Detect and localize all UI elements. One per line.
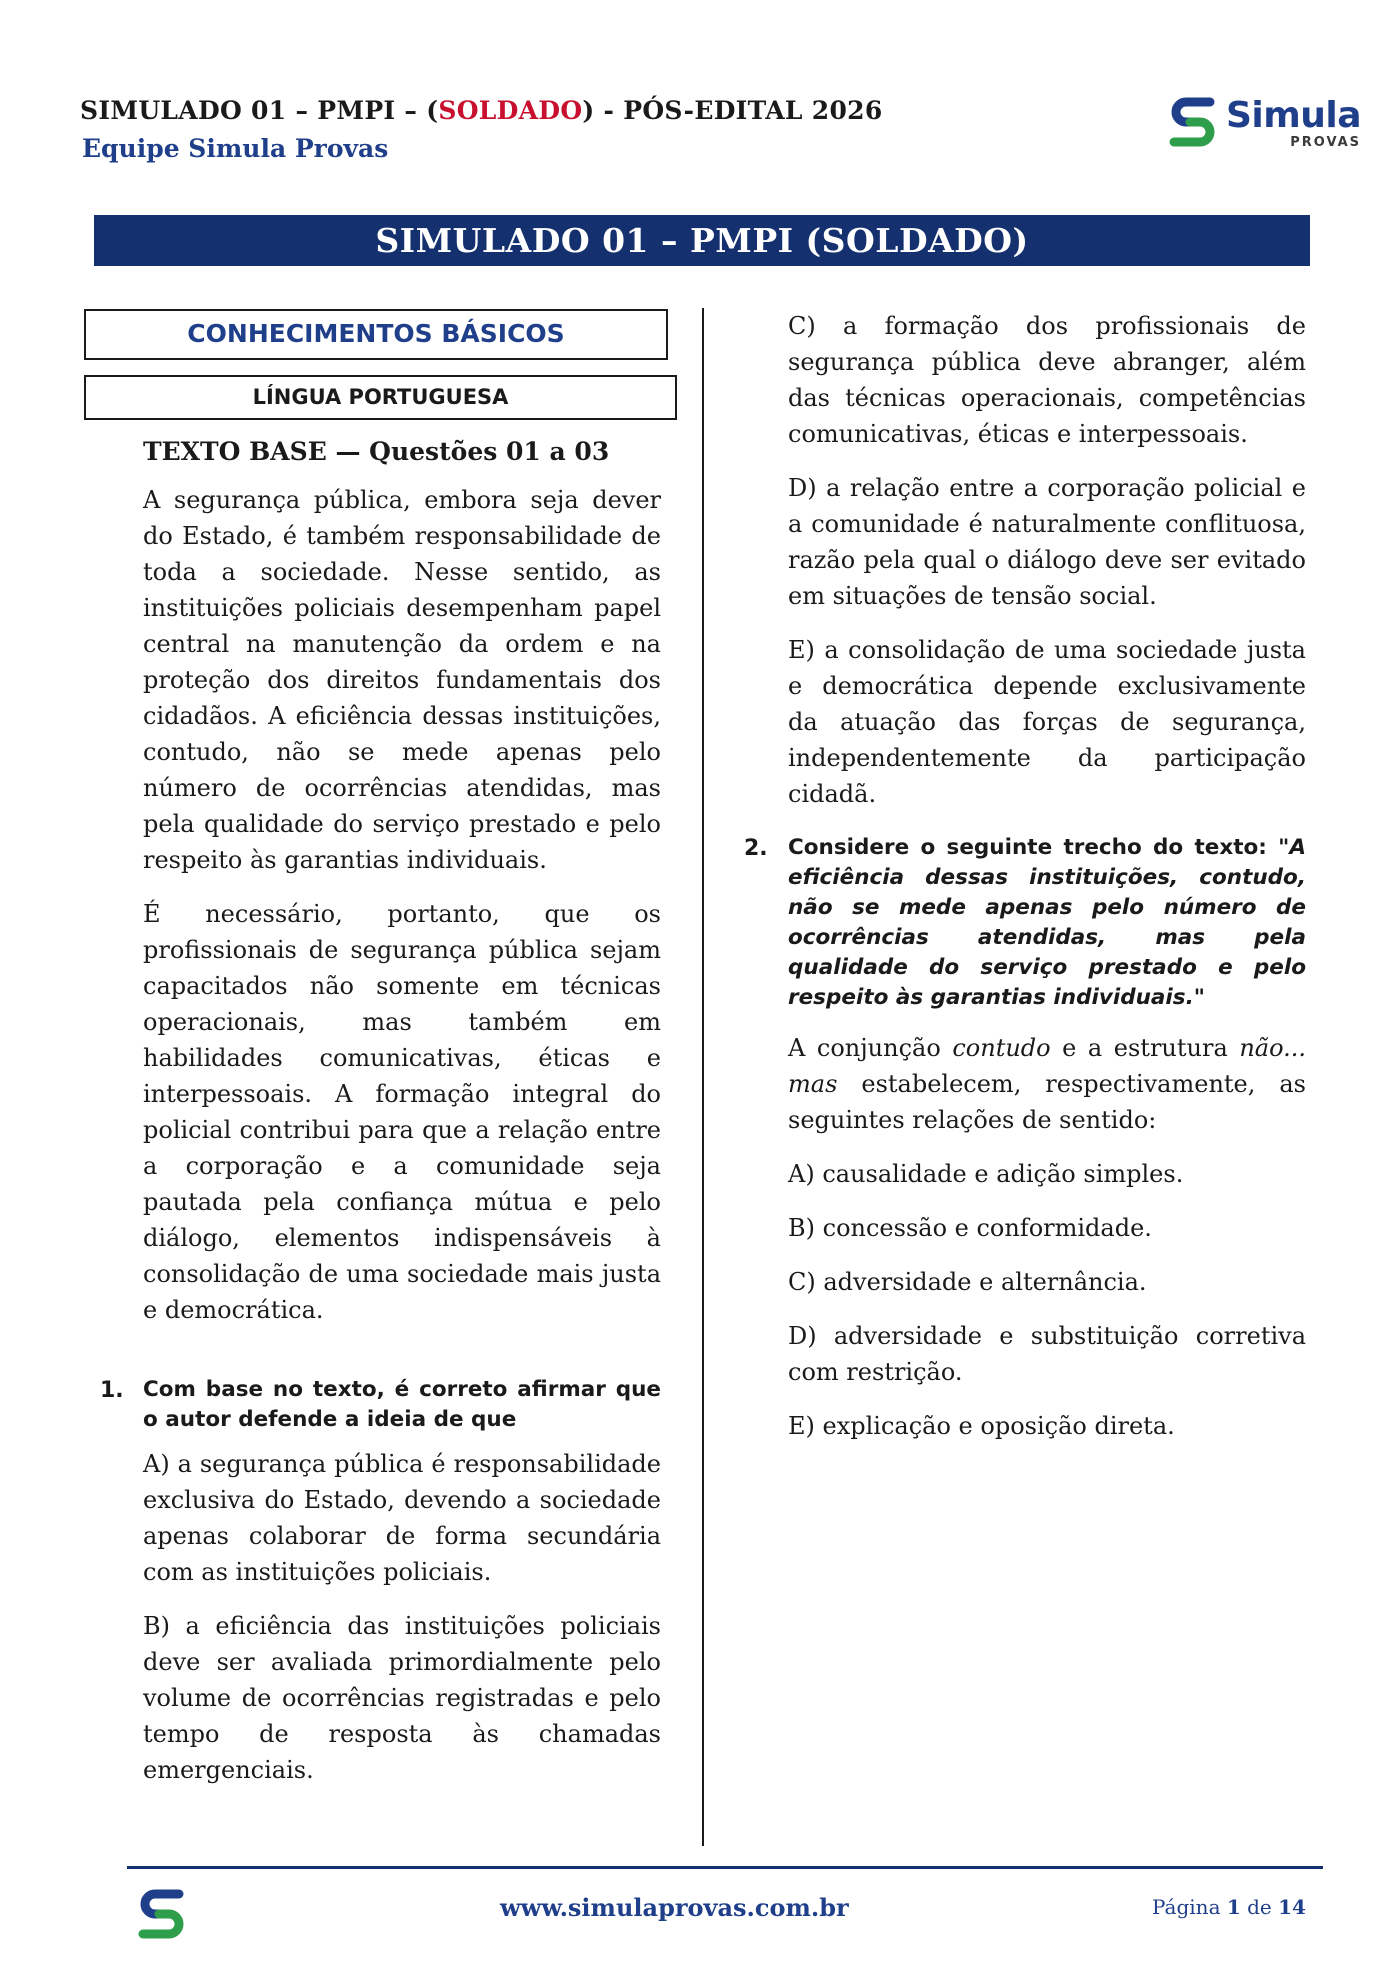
section-box-lingua-portuguesa: LÍNGUA PORTUGUESA xyxy=(84,375,677,420)
footer-logo-icon xyxy=(134,1884,190,1946)
page-current: 1 xyxy=(1226,1895,1241,1919)
document-header-title xyxy=(80,96,883,125)
page-label: Página xyxy=(1152,1895,1227,1919)
header-title-part1: SIMULADO 01 – PMPI – ( xyxy=(80,96,439,125)
question-2-option-d[interactable]: D) adversidade e substituição corretiva com restrição. xyxy=(788,1322,1306,1386)
question-1-option-a[interactable]: A) a segurança pública é responsabilidade exclusiva do Estado, devendo a sociedade apenas colaborar de forma secundária com as instituições policiais. xyxy=(143,1450,661,1586)
section-box-conhecimentos-basicos: CONHECIMENTOS BÁSICOS xyxy=(84,309,668,360)
question-2-prompt-part3: estabelecem, respectivamente, as seguintes relações de sentido: xyxy=(788,1070,1306,1134)
text-base-paragraph-1: A segurança pública, embora seja dever do Estado, é também responsabilidade de toda a sociedade. Nesse sentido, as instituições policiais desempenham papel central na manutenção da ordem e na proteção dos direitos fundamentais dos cidadãos. A eficiência dessas instituições, contudo, não se mede apenas pelo número de ocorrências atendidas, mas pela qualidade do serviço prestado e pelo respeito às garantias individuais. xyxy=(143,486,661,874)
question-1-stem: Com base no texto, é correto afirmar que o autor defende a ideia de que xyxy=(143,1377,661,1432)
page-total: 14 xyxy=(1278,1895,1306,1919)
question-1-number: 1. xyxy=(100,1378,124,1403)
question-1-options-continued xyxy=(788,308,1306,830)
page-of: de xyxy=(1240,1895,1279,1919)
question-2-option-a[interactable]: A) causalidade e adição simples. xyxy=(788,1160,1184,1188)
simula-provas-logo xyxy=(1166,92,1361,154)
question-1-option-b[interactable]: B) a eficiência das instituições policiais deve ser avaliada primordialmente pelo volume de ocorrências registradas e pelo tempo de resposta às chamadas emergenciais. xyxy=(143,1612,661,1784)
column-divider xyxy=(702,308,704,1846)
question-2-body xyxy=(788,1030,1306,1462)
question-2-stem-quote: "A eficiência dessas instituições, contudo, não se mede apenas pelo número de ocorrências atendidas, mas pela qualidade do serviço prestado e pelo respeito às garantias individuais." xyxy=(788,835,1306,1010)
exam-title-banner: SIMULADO 01 – PMPI (SOLDADO) xyxy=(94,215,1310,266)
question-2-prompt-part1: A conjunção xyxy=(788,1034,953,1062)
question-1-options xyxy=(143,1446,661,1806)
question-1-option-c[interactable]: C) a formação dos profissionais de segurança pública deve abranger, além das técnicas operacionais, competências comunicativas, éticas e interpessoais. xyxy=(788,312,1306,448)
footer-website-link[interactable]: www.simulaprovas.com.br xyxy=(500,1893,849,1922)
text-base-paragraph-2: É necessário, portanto, que os profissionais de segurança pública sejam capacitados não somente em técnicas operacionais, mas também em habilidades comunicativas, éticas e interpessoais. A formação integral do policial contribui para que a relação entre a corporação e a comunidade seja pautada pela confiança mútua e pelo diálogo, elementos indispensáveis à consolidação de uma sociedade mais justa e democrática. xyxy=(143,900,661,1324)
question-2-option-e[interactable]: E) explicação e oposição direta. xyxy=(788,1412,1175,1440)
text-base-heading: TEXTO BASE — Questões 01 a 03 xyxy=(143,437,610,466)
header-title-highlight: SOLDADO xyxy=(438,96,583,125)
text-base-section xyxy=(143,434,661,1346)
document-header-subtitle: Equipe Simula Provas xyxy=(82,134,389,163)
logo-small-text: PROVAS xyxy=(1290,134,1362,150)
question-2-option-c[interactable]: C) adversidade e alternância. xyxy=(788,1268,1147,1296)
question-2-prompt-part2: e a estrutura xyxy=(1050,1034,1240,1062)
question-2-option-b[interactable]: B) concessão e conformidade. xyxy=(788,1214,1152,1242)
footer-page-number xyxy=(1152,1895,1306,1919)
question-2-prompt xyxy=(788,1030,1306,1138)
question-1-option-e[interactable]: E) a consolidação de uma sociedade justa e democrática depende exclusivamente da atuação das forças de segurança, independentemente da participação cidadã. xyxy=(788,636,1306,808)
question-2-stem xyxy=(788,833,1306,1013)
question-1-option-d[interactable]: D) a relação entre a corporação policial e a comunidade é naturalmente conflituosa, razão pela qual o diálogo deve ser evitado em situações de tensão social. xyxy=(788,474,1306,610)
logo-word: Simula xyxy=(1226,94,1362,136)
header-title-part2: ) - PÓS-EDITAL 2026 xyxy=(582,96,883,125)
question-2-stem-prefix: Considere o seguinte trecho do texto: xyxy=(788,835,1279,860)
question-2-number: 2. xyxy=(744,836,768,861)
question-2-prompt-italic2: não... mas xyxy=(788,1034,1306,1098)
footer-divider xyxy=(127,1866,1323,1869)
simula-s-logo-icon xyxy=(1166,92,1220,154)
question-2-prompt-italic1: contudo xyxy=(952,1034,1051,1062)
